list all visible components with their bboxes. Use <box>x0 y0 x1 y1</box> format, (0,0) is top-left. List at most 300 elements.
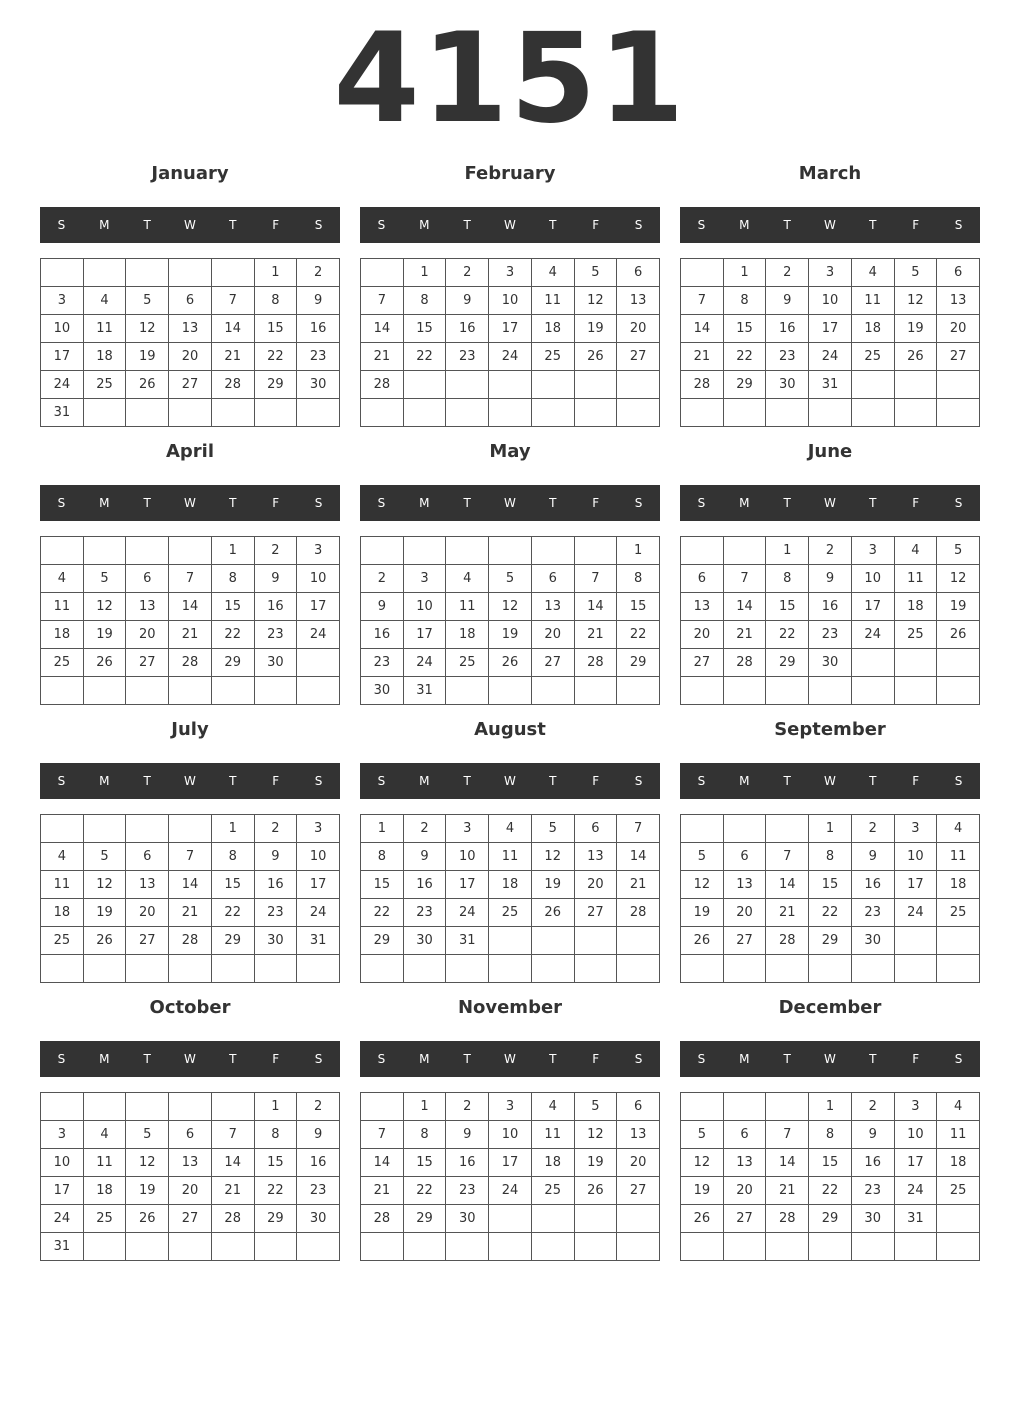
day-cell: 28 <box>724 649 767 677</box>
day-cell: 4 <box>937 815 980 843</box>
weekday-label: M <box>739 218 750 232</box>
day-cell: 9 <box>297 287 340 315</box>
day-cell: 1 <box>724 259 767 287</box>
day-cell: 10 <box>41 315 84 343</box>
day-cell: 14 <box>681 315 724 343</box>
day-cell: 22 <box>766 621 809 649</box>
day-cell: 8 <box>766 565 809 593</box>
empty-day-cell <box>766 1093 809 1121</box>
day-cell: 16 <box>766 315 809 343</box>
day-cell: 20 <box>169 343 212 371</box>
day-cell: 3 <box>297 815 340 843</box>
day-cell: 12 <box>126 315 169 343</box>
weekday-label: F <box>912 496 920 510</box>
empty-day-cell <box>361 1093 404 1121</box>
day-cell: 10 <box>809 287 852 315</box>
empty-day-cell <box>41 815 84 843</box>
month-name: December <box>778 997 882 1018</box>
day-grid <box>40 536 340 705</box>
weekday-label: M <box>99 496 110 510</box>
day-cell: 19 <box>681 899 724 927</box>
day-cell: 31 <box>41 1233 84 1261</box>
day-cell: 2 <box>361 565 404 593</box>
empty-day-cell <box>532 1205 575 1233</box>
weekday-label: W <box>184 496 196 510</box>
month-name: January <box>151 163 229 184</box>
day-cell: 7 <box>169 565 212 593</box>
empty-day-cell <box>895 955 938 983</box>
day-cell: 12 <box>84 871 127 899</box>
empty-day-cell <box>169 955 212 983</box>
day-grid <box>680 1092 980 1261</box>
weekday-label: T <box>869 774 877 788</box>
day-cell: 12 <box>575 1121 618 1149</box>
day-cell: 13 <box>126 871 169 899</box>
day-cell: 18 <box>937 1149 980 1177</box>
day-grid <box>680 814 980 983</box>
day-cell: 5 <box>532 815 575 843</box>
day-cell: 3 <box>297 537 340 565</box>
day-cell: 25 <box>532 1177 575 1205</box>
day-cell: 9 <box>255 565 298 593</box>
day-cell: 28 <box>575 649 618 677</box>
weekday-label: W <box>504 218 516 232</box>
weekday-label: T <box>463 774 471 788</box>
day-cell: 28 <box>361 1205 404 1233</box>
day-cell: 24 <box>895 899 938 927</box>
day-cell: 27 <box>169 371 212 399</box>
empty-day-cell <box>809 955 852 983</box>
empty-day-cell <box>255 1233 298 1261</box>
weekday-header <box>680 485 980 521</box>
day-cell: 9 <box>852 843 895 871</box>
day-cell: 21 <box>766 899 809 927</box>
day-cell: 1 <box>809 1093 852 1121</box>
day-cell: 13 <box>617 287 660 315</box>
weekday-label: M <box>739 774 750 788</box>
empty-day-cell <box>404 371 447 399</box>
day-cell: 21 <box>361 343 404 371</box>
day-cell: 29 <box>724 371 767 399</box>
month-name: June <box>807 441 853 462</box>
weekday-label: T <box>143 1052 151 1066</box>
day-cell: 19 <box>84 621 127 649</box>
day-cell: 2 <box>255 537 298 565</box>
empty-day-cell <box>169 677 212 705</box>
day-cell: 2 <box>255 815 298 843</box>
empty-day-cell <box>126 815 169 843</box>
day-cell: 11 <box>937 1121 980 1149</box>
day-cell: 1 <box>766 537 809 565</box>
day-cell: 26 <box>681 1205 724 1233</box>
weekday-label: S <box>697 774 706 788</box>
weekday-header <box>680 763 980 799</box>
day-cell: 9 <box>446 1121 489 1149</box>
day-cell: 17 <box>446 871 489 899</box>
empty-day-cell <box>617 955 660 983</box>
day-cell: 8 <box>361 843 404 871</box>
weekday-label: W <box>824 1052 836 1066</box>
empty-day-cell <box>852 371 895 399</box>
day-cell: 11 <box>84 315 127 343</box>
empty-day-cell <box>404 399 447 427</box>
day-cell: 26 <box>126 1205 169 1233</box>
day-cell: 13 <box>937 287 980 315</box>
empty-day-cell <box>489 1205 532 1233</box>
day-cell: 16 <box>852 1149 895 1177</box>
empty-day-cell <box>937 927 980 955</box>
empty-day-cell <box>404 955 447 983</box>
weekday-label: M <box>739 1052 750 1066</box>
day-cell: 21 <box>766 1177 809 1205</box>
day-cell: 10 <box>895 1121 938 1149</box>
day-cell: 1 <box>255 259 298 287</box>
empty-day-cell <box>895 371 938 399</box>
day-cell: 15 <box>255 315 298 343</box>
day-cell: 31 <box>809 371 852 399</box>
empty-day-cell <box>446 399 489 427</box>
weekday-label: S <box>57 218 66 232</box>
day-cell: 14 <box>766 1149 809 1177</box>
empty-day-cell <box>446 677 489 705</box>
empty-day-cell <box>41 537 84 565</box>
weekday-label: T <box>549 496 557 510</box>
day-cell: 20 <box>617 315 660 343</box>
day-cell: 22 <box>361 899 404 927</box>
weekday-label: S <box>377 1052 386 1066</box>
day-cell: 19 <box>681 1177 724 1205</box>
weekday-label: S <box>314 218 323 232</box>
empty-day-cell <box>361 1233 404 1261</box>
weekday-label: T <box>869 1052 877 1066</box>
month-march <box>680 159 980 427</box>
empty-day-cell <box>724 677 767 705</box>
month-name: November <box>457 997 563 1018</box>
day-cell: 3 <box>489 1093 532 1121</box>
day-cell: 26 <box>681 927 724 955</box>
empty-day-cell <box>41 955 84 983</box>
day-cell: 15 <box>212 593 255 621</box>
day-cell: 13 <box>169 315 212 343</box>
day-cell: 24 <box>489 343 532 371</box>
day-cell: 14 <box>169 871 212 899</box>
day-cell: 21 <box>212 1177 255 1205</box>
weekday-label: T <box>229 218 237 232</box>
weekday-label: M <box>419 1052 430 1066</box>
empty-day-cell <box>617 371 660 399</box>
empty-day-cell <box>84 537 127 565</box>
empty-day-cell <box>575 955 618 983</box>
day-cell: 18 <box>532 315 575 343</box>
day-cell: 3 <box>41 287 84 315</box>
day-cell: 12 <box>489 593 532 621</box>
day-cell: 28 <box>617 899 660 927</box>
day-cell: 18 <box>937 871 980 899</box>
empty-day-cell <box>169 399 212 427</box>
day-cell: 12 <box>937 565 980 593</box>
day-cell: 16 <box>297 315 340 343</box>
day-cell: 29 <box>255 371 298 399</box>
day-cell: 30 <box>297 1205 340 1233</box>
month-name: August <box>474 719 546 740</box>
day-cell: 16 <box>852 871 895 899</box>
day-cell: 11 <box>532 287 575 315</box>
day-cell: 17 <box>895 871 938 899</box>
day-cell: 17 <box>852 593 895 621</box>
day-cell: 6 <box>169 287 212 315</box>
empty-day-cell <box>126 677 169 705</box>
day-cell: 24 <box>809 343 852 371</box>
day-cell: 13 <box>617 1121 660 1149</box>
day-cell: 8 <box>404 1121 447 1149</box>
empty-day-cell <box>84 1093 127 1121</box>
empty-day-cell <box>724 1093 767 1121</box>
day-cell: 25 <box>532 343 575 371</box>
day-cell: 5 <box>575 259 618 287</box>
empty-day-cell <box>575 927 618 955</box>
day-cell: 12 <box>532 843 575 871</box>
day-cell: 5 <box>84 843 127 871</box>
empty-day-cell <box>681 259 724 287</box>
weekday-label: T <box>463 496 471 510</box>
day-cell: 10 <box>852 565 895 593</box>
day-grid <box>680 258 980 427</box>
day-cell: 21 <box>617 871 660 899</box>
empty-day-cell <box>404 1233 447 1261</box>
month-name: April <box>165 441 215 462</box>
day-cell: 24 <box>41 1205 84 1233</box>
month-january <box>40 159 340 427</box>
weekday-label: T <box>783 774 791 788</box>
day-cell: 2 <box>766 259 809 287</box>
day-cell: 3 <box>895 1093 938 1121</box>
weekday-label: W <box>504 1052 516 1066</box>
empty-day-cell <box>575 1233 618 1261</box>
day-cell: 6 <box>617 1093 660 1121</box>
day-cell: 19 <box>532 871 575 899</box>
day-cell: 3 <box>852 537 895 565</box>
day-cell: 18 <box>532 1149 575 1177</box>
day-cell: 22 <box>809 899 852 927</box>
day-cell: 29 <box>809 927 852 955</box>
empty-day-cell <box>681 399 724 427</box>
empty-day-cell <box>937 955 980 983</box>
empty-day-cell <box>446 537 489 565</box>
empty-day-cell <box>724 1233 767 1261</box>
day-cell: 16 <box>404 871 447 899</box>
empty-day-cell <box>255 955 298 983</box>
empty-day-cell <box>575 1205 618 1233</box>
day-cell: 11 <box>84 1149 127 1177</box>
day-cell: 19 <box>489 621 532 649</box>
day-cell: 24 <box>852 621 895 649</box>
day-cell: 9 <box>255 843 298 871</box>
weekday-label: S <box>697 1052 706 1066</box>
day-cell: 29 <box>212 649 255 677</box>
day-cell: 18 <box>852 315 895 343</box>
empty-day-cell <box>169 1093 212 1121</box>
day-cell: 31 <box>446 927 489 955</box>
empty-day-cell <box>41 677 84 705</box>
day-cell: 1 <box>404 1093 447 1121</box>
day-cell: 2 <box>297 259 340 287</box>
day-cell: 15 <box>809 1149 852 1177</box>
day-cell: 20 <box>724 899 767 927</box>
day-cell: 12 <box>681 1149 724 1177</box>
day-cell: 28 <box>212 371 255 399</box>
day-cell: 11 <box>446 593 489 621</box>
day-cell: 23 <box>297 1177 340 1205</box>
day-cell: 31 <box>41 399 84 427</box>
empty-day-cell <box>532 537 575 565</box>
day-cell: 3 <box>895 815 938 843</box>
empty-day-cell <box>617 677 660 705</box>
month-august <box>360 715 660 983</box>
day-cell: 25 <box>41 927 84 955</box>
weekday-label: S <box>954 1052 963 1066</box>
weekday-label: S <box>314 1052 323 1066</box>
day-cell: 15 <box>255 1149 298 1177</box>
day-cell: 4 <box>489 815 532 843</box>
day-cell: 8 <box>404 287 447 315</box>
day-cell: 27 <box>937 343 980 371</box>
empty-day-cell <box>212 1233 255 1261</box>
day-cell: 27 <box>169 1205 212 1233</box>
empty-day-cell <box>489 955 532 983</box>
day-cell: 15 <box>617 593 660 621</box>
day-cell: 19 <box>937 593 980 621</box>
day-cell: 27 <box>724 1205 767 1233</box>
weekday-label: F <box>272 1052 280 1066</box>
day-cell: 2 <box>404 815 447 843</box>
empty-day-cell <box>212 677 255 705</box>
day-cell: 6 <box>126 565 169 593</box>
weekday-label: T <box>783 1052 791 1066</box>
weekday-header <box>360 1041 660 1077</box>
empty-day-cell <box>84 259 127 287</box>
day-cell: 29 <box>212 927 255 955</box>
day-cell: 13 <box>126 593 169 621</box>
day-cell: 6 <box>169 1121 212 1149</box>
month-april <box>40 437 340 705</box>
day-cell: 10 <box>446 843 489 871</box>
day-grid <box>360 1092 660 1261</box>
day-cell: 25 <box>937 1177 980 1205</box>
empty-day-cell <box>681 1233 724 1261</box>
day-cell: 16 <box>255 593 298 621</box>
day-cell: 4 <box>84 287 127 315</box>
empty-day-cell <box>212 399 255 427</box>
day-cell: 30 <box>361 677 404 705</box>
day-cell: 10 <box>404 593 447 621</box>
day-cell: 10 <box>297 565 340 593</box>
day-cell: 4 <box>41 843 84 871</box>
weekday-header <box>360 207 660 243</box>
weekday-label: T <box>143 774 151 788</box>
day-cell: 17 <box>895 1149 938 1177</box>
empty-day-cell <box>361 259 404 287</box>
month-name: May <box>489 441 531 462</box>
day-cell: 14 <box>617 843 660 871</box>
day-cell: 22 <box>809 1177 852 1205</box>
empty-day-cell <box>937 1205 980 1233</box>
day-cell: 7 <box>681 287 724 315</box>
weekday-header <box>40 1041 340 1077</box>
day-cell: 23 <box>852 899 895 927</box>
empty-day-cell <box>489 537 532 565</box>
day-cell: 27 <box>617 343 660 371</box>
day-cell: 5 <box>681 843 724 871</box>
day-cell: 28 <box>212 1205 255 1233</box>
weekday-label: S <box>634 774 643 788</box>
day-cell: 19 <box>126 1177 169 1205</box>
day-cell: 5 <box>937 537 980 565</box>
weekday-label: W <box>504 774 516 788</box>
day-cell: 17 <box>297 593 340 621</box>
day-grid <box>40 1092 340 1261</box>
empty-day-cell <box>297 955 340 983</box>
weekday-label: W <box>184 1052 196 1066</box>
day-cell: 4 <box>852 259 895 287</box>
empty-day-cell <box>126 1233 169 1261</box>
day-cell: 24 <box>489 1177 532 1205</box>
month-september <box>680 715 980 983</box>
day-cell: 23 <box>297 343 340 371</box>
empty-day-cell <box>532 677 575 705</box>
day-cell: 13 <box>681 593 724 621</box>
day-cell: 3 <box>404 565 447 593</box>
empty-day-cell <box>809 1233 852 1261</box>
day-cell: 3 <box>489 259 532 287</box>
weekday-label: W <box>824 496 836 510</box>
month-june <box>680 437 980 705</box>
day-cell: 18 <box>489 871 532 899</box>
weekday-label: M <box>739 496 750 510</box>
day-cell: 13 <box>724 871 767 899</box>
empty-day-cell <box>361 399 404 427</box>
day-cell: 27 <box>532 649 575 677</box>
day-cell: 13 <box>532 593 575 621</box>
day-cell: 25 <box>446 649 489 677</box>
day-cell: 5 <box>895 259 938 287</box>
empty-day-cell <box>617 399 660 427</box>
day-cell: 4 <box>937 1093 980 1121</box>
empty-day-cell <box>617 927 660 955</box>
day-cell: 6 <box>937 259 980 287</box>
weekday-label: S <box>954 774 963 788</box>
year-title: 4151 <box>333 7 687 151</box>
weekday-label: T <box>549 1052 557 1066</box>
day-cell: 6 <box>617 259 660 287</box>
day-cell: 30 <box>255 927 298 955</box>
empty-day-cell <box>297 1233 340 1261</box>
day-grid <box>360 536 660 705</box>
empty-day-cell <box>852 1233 895 1261</box>
day-cell: 27 <box>681 649 724 677</box>
day-cell: 15 <box>724 315 767 343</box>
empty-day-cell <box>446 1233 489 1261</box>
day-cell: 23 <box>255 899 298 927</box>
weekday-label: M <box>419 774 430 788</box>
day-cell: 5 <box>489 565 532 593</box>
day-cell: 7 <box>212 287 255 315</box>
day-cell: 17 <box>41 1177 84 1205</box>
empty-day-cell <box>169 1233 212 1261</box>
weekday-header <box>40 207 340 243</box>
day-cell: 28 <box>169 649 212 677</box>
empty-day-cell <box>126 955 169 983</box>
weekday-label: F <box>272 774 280 788</box>
